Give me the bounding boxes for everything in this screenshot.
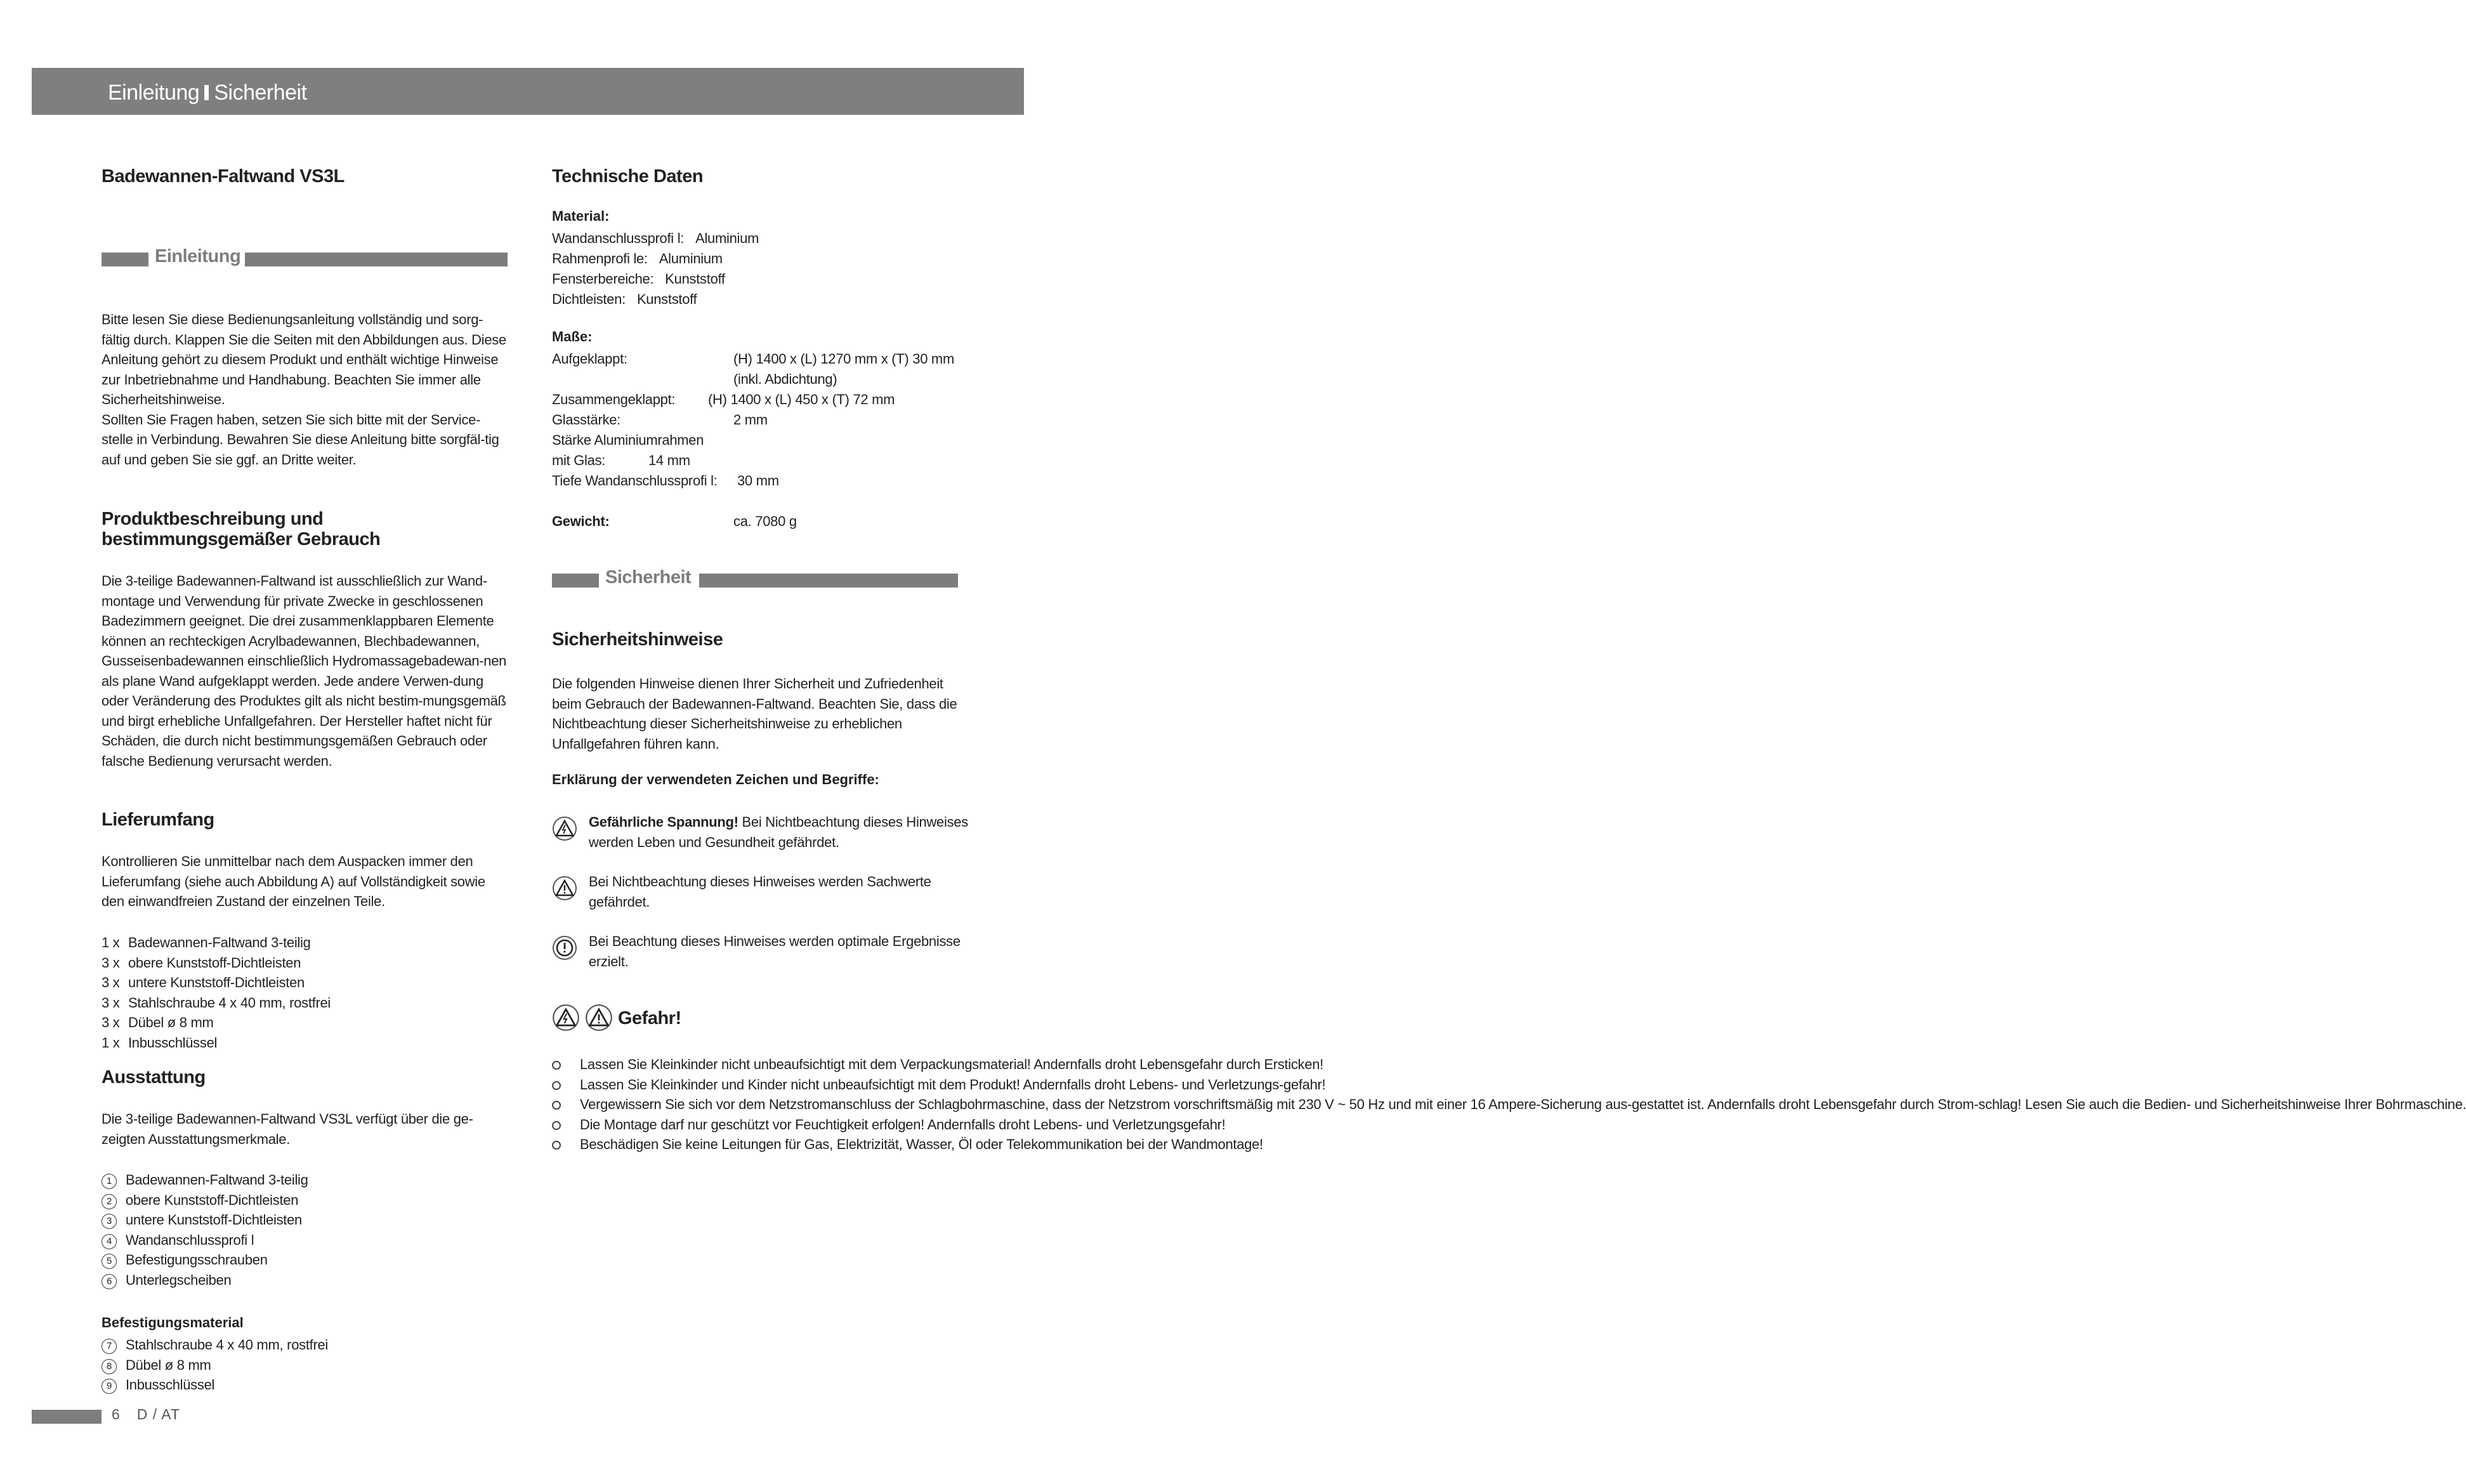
material-label: Material:	[552, 208, 610, 224]
material-row: Dichtleisten: Kunststoff	[552, 291, 697, 307]
safety-title: Sicherheitshinweise	[552, 629, 723, 650]
list-item: 3 x Stahlschraube 4 x 40 mm, rostfrei	[102, 994, 331, 1011]
section-header-safety	[552, 568, 958, 589]
delivery-title: Lieferumfang	[102, 810, 214, 830]
header-bar	[32, 68, 1024, 115]
usage-text: Die 3-teilige Badewannen-Faltwand ist ausschließlich zur Wand-montage und Verwendung für private Zwecke in geschlossenen Badezimmern geeignet. Die drei zusammenklappbaren Elemente können an rechteckigen Acrylbadewannen, Blechbadewannen, Gusseisenbadewannen einschließlich Hydromassagebadewan-nen als plane Wand aufgeklappt werden. Jede andere Verwen-dung oder Veränderung des Produktes gilt als nicht bestim-mungsgemäß und birgt erhebliche Unfallgefahren. Der Hersteller haftet nicht für Schäden, die durch nicht bestimmungsgemäßen Gebrauch oder falsche Bedienung verursacht werden.	[102, 573, 507, 769]
list-item: 3 x untere Kunststoff-Dichtleisten	[102, 975, 305, 990]
depth-key: Tiefe Wandanschlussprofi l:	[552, 473, 718, 489]
section-bar-right	[245, 253, 508, 266]
fastening-title: Befestigungsmaterial	[102, 1315, 244, 1330]
list-item: Lassen Sie Kleinkinder nicht unbeaufsichtigt mit dem Verpackungsmaterial! Andernfalls droht Lebensgefahr durch Ersticken!	[552, 1054, 958, 1075]
equipment-text: Die 3-teilige Badewannen-Faltwand VS3L verfügt über die ge-zeigten Ausstattungsmerkmale.	[102, 1111, 473, 1147]
list-item: Beschädigen Sie keine Leitungen für Gas, Elektrizität, Wasser, Öl oder Telekommunikation bei der Wandmontage!	[552, 1134, 958, 1155]
dim-open-value-2: (inkl. Abdichtung)	[733, 371, 837, 387]
dim-folded-value: (H) 1400 x (L) 450 x (T) 72 mm	[708, 391, 895, 407]
bullet-icon	[552, 1121, 561, 1130]
material-row: Wandanschlussprofi l: Aluminium	[552, 230, 759, 246]
dims-label: Maße:	[552, 329, 593, 345]
weight-key: Gewicht:	[552, 513, 610, 529]
fastening-list	[102, 1335, 508, 1395]
product-title: Badewannen-Faltwand VS3L	[102, 166, 344, 187]
glass-key: Glasstärke:	[552, 412, 620, 428]
caution-triangle-icon	[552, 876, 577, 901]
material-row: Fensterbereiche: Kunststoff	[552, 271, 725, 287]
alu-key-2: mit Glas:	[552, 452, 606, 468]
material-row: Rahmenprofi le: Aluminium	[552, 251, 723, 266]
list-item: 1 x Inbusschlüssel	[102, 1034, 218, 1051]
equipment-title: Ausstattung	[102, 1067, 206, 1087]
warning-property-text: Bei Nichtbeachtung dieses Hinweises werden Sachwerte gefährdet.	[589, 874, 931, 910]
header-title-right: Sicherheit	[214, 81, 307, 105]
voltage-warning-icon	[552, 1004, 580, 1032]
list-item: 3 x Dübel ø 8 mm	[102, 1015, 214, 1030]
usage-title: Produktbeschreibung und bestimmungsgemäßer Gebrauch	[102, 509, 381, 549]
symbols-title: Erklärung der verwendeten Zeichen und Begriffe:	[552, 772, 879, 787]
bullet-icon	[552, 1101, 561, 1110]
danger-list	[552, 1054, 2466, 1155]
list-item: Vergewissern Sie sich vor dem Netzstromanschluss der Schlagbohrmaschine, dass der Netzstrom vorschriftsmäßig mit 230 V ~ 50 Hz und mit einer 16 Ampere-Sicherung aus-gestattet ist. Andernfalls droht Lebensgefahr durch Strom-schlag! Lesen Sie auch die Bedien- und Sicherheitshinweise Ihrer Bohrmaschine.	[552, 1094, 958, 1115]
list-item: 4 Wandanschlussprofi l	[102, 1230, 508, 1251]
page-footer	[112, 1406, 180, 1423]
bullet-icon	[552, 1141, 561, 1150]
caution-triangle-icon	[585, 1004, 613, 1032]
warning-info-text: Bei Beachtung dieses Hinweises werden optimale Ergebnisse erzielt.	[589, 933, 961, 969]
alu-value: 14 mm	[648, 452, 690, 468]
list-item: 7 Stahlschraube 4 x 40 mm, rostfrei	[102, 1335, 508, 1355]
list-item: 8 Dübel ø 8 mm	[102, 1355, 508, 1376]
info-exclamation-icon	[552, 935, 577, 961]
tech-title: Technische Daten	[552, 166, 704, 187]
delivery-text: Kontrollieren Sie unmittelbar nach dem Auspacken immer den Lieferumfang (siehe auch Abbildung A) auf Vollständigkeit sowie den einwandfreien Zustand der einzelnen Teile.	[102, 853, 485, 909]
header-title	[108, 81, 307, 105]
warning-voltage-text: Bei Nichtbeachtung dieses Hinweises werden Leben und Gesundheit gefährdet.	[589, 814, 968, 850]
delivery-list	[102, 933, 508, 1053]
list-item: 6 Unterlegscheiben	[102, 1270, 508, 1290]
depth-value: 30 mm	[737, 473, 779, 489]
dim-open-value: (H) 1400 x (L) 1270 mm x (T) 30 mm	[733, 351, 954, 367]
dim-folded-key: Zusammengeklappt:	[552, 391, 676, 407]
footer-bar	[32, 1410, 102, 1424]
safety-text: Die folgenden Hinweise dienen Ihrer Sicherheit und Zufriedenheit beim Gebrauch der Badewannen-Faltwand. Beachten Sie, dass die Nichtbeachtung dieser Sicherheitshinweise zu erheblichen Unfallgefahren führen kann.	[552, 676, 957, 752]
list-item: Lassen Sie Kleinkinder und Kinder nicht unbeaufsichtigt mit dem Produkt! Andernfalls droht Lebens- und Verletzungs-gefahr!	[552, 1075, 958, 1095]
language-code: D / AT	[136, 1406, 180, 1422]
section-title-safety: Sicherheit	[605, 567, 692, 588]
list-item: 5 Befestigungsschrauben	[102, 1250, 508, 1270]
header-separator	[204, 85, 209, 100]
list-item: 1 x Badewannen-Faltwand 3-teilig	[102, 935, 311, 950]
section-bar-right	[699, 574, 958, 588]
page-number: 6	[112, 1406, 121, 1422]
intro-text-2: Sollten Sie Fragen haben, setzen Sie sich bitte mit der Service-stelle in Verbindung. Bewahren Sie diese Anleitung bitte sorgfäl-tig auf und geben Sie sie ggf. an Dritte weiter.	[102, 411, 499, 468]
list-item: 2 obere Kunststoff-Dichtleisten	[102, 1190, 508, 1211]
weight-value: ca. 7080 g	[733, 513, 797, 529]
warning-voltage-bold: Gefährliche Spannung!	[589, 814, 738, 830]
list-item: 9 Inbusschlüssel	[102, 1375, 508, 1395]
section-header-intro	[102, 247, 508, 268]
header-title-left: Einleitung	[108, 81, 200, 105]
section-bar-left	[102, 253, 148, 266]
section-title-intro: Einleitung	[155, 246, 241, 266]
list-item: 1 Badewannen-Faltwand 3-teilig	[102, 1170, 508, 1190]
voltage-warning-icon	[552, 816, 577, 841]
danger-title: Gefahr!	[618, 1008, 681, 1028]
list-item: Die Montage darf nur geschützt vor Feuchtigkeit erfolgen! Andernfalls droht Lebens- und Verletzungsgefahr!	[552, 1115, 958, 1135]
dim-open-key: Aufgeklappt:	[552, 351, 627, 367]
equipment-list	[102, 1170, 508, 1290]
bullet-icon	[552, 1061, 561, 1070]
glass-value: 2 mm	[733, 412, 768, 428]
list-item: 3 untere Kunststoff-Dichtleisten	[102, 1210, 508, 1230]
list-item: 3 x obere Kunststoff-Dichtleisten	[102, 954, 301, 971]
intro-text: Bitte lesen Sie diese Bedienungsanleitung vollständig und sorg-fältig durch. Klappen Sie die Seiten mit den Abbildungen aus. Diese Anleitung gehört zu diesem Produkt und enthält wichtige Hinweise zur Inbetriebnahme und Handhabung. Beachten Sie immer alle Sicherheitshinweise.	[102, 312, 506, 407]
bullet-icon	[552, 1081, 561, 1090]
alu-key: Stärke Aluminiumrahmen	[552, 432, 704, 448]
section-bar-left	[552, 574, 599, 588]
danger-header	[552, 1004, 958, 1034]
